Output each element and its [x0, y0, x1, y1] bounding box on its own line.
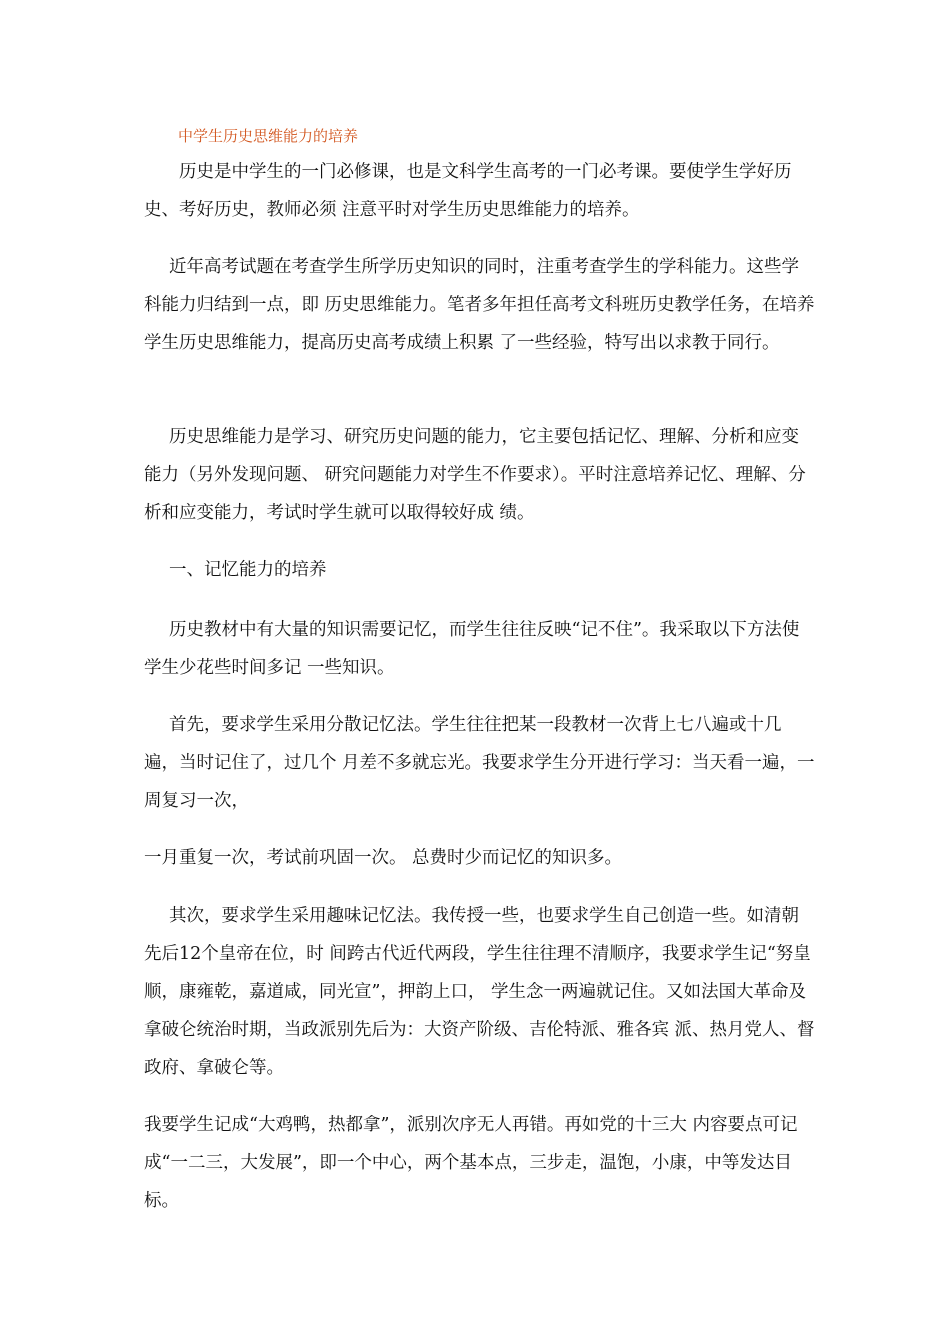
paragraph-distributed-memory: 首先，要求学生采用分散记忆法。学生往往把某一段教材一次背上七八遍或十几遍，当时记住了，过几个 月差不多就忘光。我要求学生分开进行学习：当天看一遍，一周复习一次，: [144, 715, 815, 811]
paragraph-fun-memory: 其次，要求学生采用趣味记忆法。我传授一些，也要求学生自己创造一些。如清朝先后12个皇帝在位，时 间跨古代近代两段，学生往往理不清顺序，我要求学生记“努皇顺，康雍乾，嘉道咸，同光宣”，押韵上口， 学生念一两遍就记住。又如法国大革命及拿破仑统治时期，当政派别先后为：大资产阶级、吉伦特派、雅各宾 派、热月党人、督政府、拿破仑等。: [144, 906, 815, 1078]
document-title: 中学生历史思维能力的培养: [178, 127, 359, 145]
paragraph-intro: 历史是中学生的一门必修课，也是文科学生高考的一门必考课。要使学生学好历史、考好历史，教师必须 注意平时对学生历史思维能力的培养。: [144, 162, 792, 220]
paragraph-definition: 历史思维能力是学习、研究历史问题的能力，它主要包括记忆、理解、分析和应变能力（另外发现问题、 研究问题能力对学生不作要求）。平时注意培养记忆、理解、分析和应变能力，考试时学生就可以取得较好成 绩。: [144, 427, 806, 523]
paragraph-distributed-memory-cont: 一月重复一次，考试前巩固一次。 总费时少而记忆的知识多。: [144, 848, 623, 868]
paragraph-fun-memory-cont: 我要学生记成“大鸡鸭，热都拿”，派别次序无人再错。再如党的十三大 内容要点可记成“一二三，大发展”，即一个中心，两个基本点，三步走，温饱，小康，中等发达目标。: [144, 1115, 798, 1211]
paragraph-memory-intro: 历史教材中有大量的知识需要记忆，而学生往往反映“记不住”。我采取以下方法使学生少花些时间多记 一些知识。: [144, 620, 800, 678]
paragraph-exam-trend: 近年高考试题在考查学生所学历史知识的同时，注重考查学生的学科能力。这些学科能力归结到一点，即 历史思维能力。笔者多年担任高考文科班历史教学任务，在培养学生历史思维能力，提高历史高考成绩上积累 了一些经验，特写出以求教于同行。: [144, 257, 815, 353]
section-heading-memory: 一、记忆能力的培养: [169, 560, 327, 580]
